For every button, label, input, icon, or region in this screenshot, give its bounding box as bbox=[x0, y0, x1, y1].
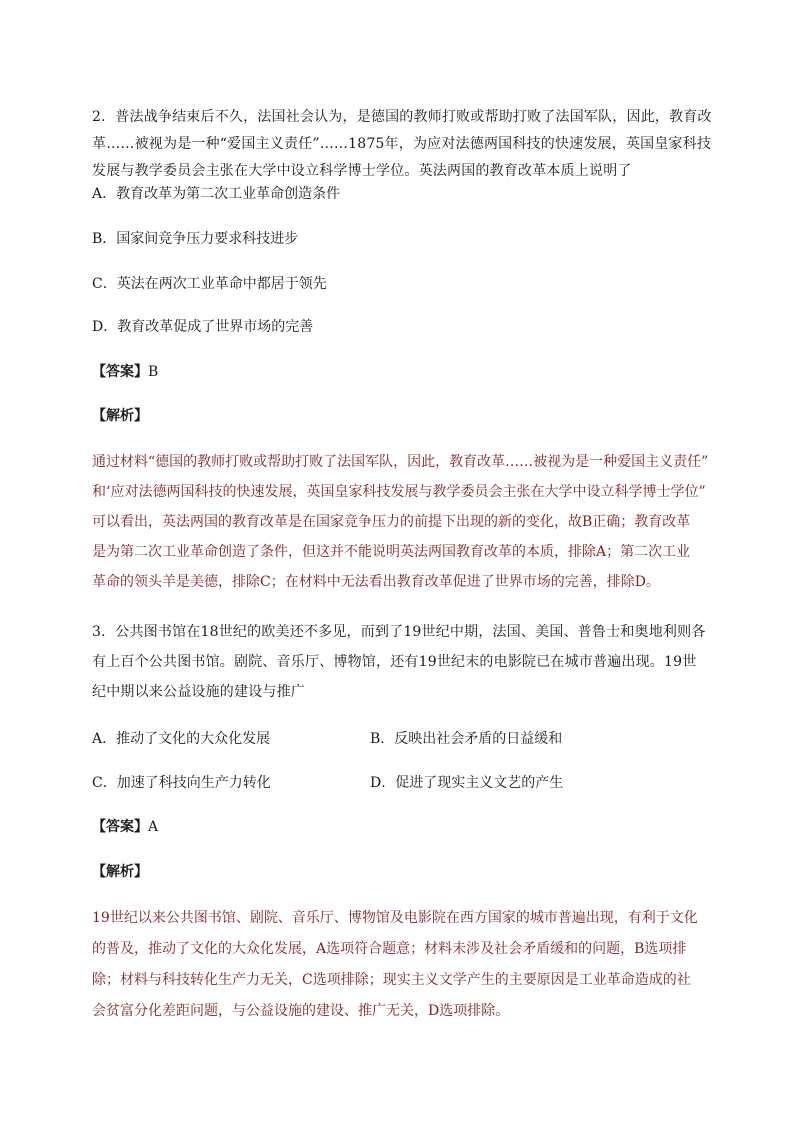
analysis-line: 可以看出，英法两国的教育改革是在国家竞争压力的前提下出现的新的变化，故B正确；教育改革 bbox=[92, 514, 691, 530]
question-2-analysis bbox=[92, 447, 712, 597]
answer-tag: 【答案】 bbox=[92, 364, 148, 380]
question-2-answer bbox=[92, 362, 158, 382]
question-2-option-a: A．教育改革为第二次工业革命创造条件 bbox=[92, 186, 341, 202]
analysis-line: 19世纪以来公共图书馆、剧院、音乐厅、博物馆及电影院在西方国家的城市普遍出现，有利于文化 bbox=[92, 910, 698, 926]
analysis-line: 的普及，推动了文化的大众化发展，A选项符合题意；材料未涉及社会矛盾缓和的问题，B选项排 bbox=[92, 941, 687, 957]
question-2-option-b: B．国家间竞争压力要求科技进步 bbox=[92, 231, 299, 247]
answer-value: B bbox=[148, 364, 159, 380]
question-3-analysis-tag: 【解析】 bbox=[92, 864, 148, 880]
question-2-option-d: D．教育改革促成了世界市场的完善 bbox=[92, 319, 314, 335]
analysis-line: 通过材料“德国的教师打败或帮助打败了法国军队，因此，教育改革……被视为是一种爱国主义责任” bbox=[92, 454, 709, 470]
question-3-option-a: A．推动了文化的大众化发展 bbox=[92, 731, 271, 747]
question-3-option-b: B．反映出社会矛盾的日益缓和 bbox=[370, 731, 563, 747]
analysis-line: 和‘应对法德两国科技的快速发展，英国皇家科技发展与教学委员会主张在大学中设立科学博士学位” bbox=[92, 484, 706, 500]
answer-tag: 【答案】 bbox=[92, 819, 148, 835]
question-3-stem-line: 纪中期以来公益设施的建设与推广 bbox=[92, 684, 305, 700]
question-2-stem-line: 2．普法战争结束后不久，法国社会认为，是德国的教师打败或帮助打败了法国军队，因此，教育改 bbox=[92, 109, 712, 125]
analysis-line: 会贫富分化差距问题，与公益设施的建设、推广无关，D选项排除。 bbox=[92, 1003, 510, 1019]
question-2-stem-line: 发展与教学委员会主张在大学中设立科学博士学位。英法两国的教育改革本质上说明了 bbox=[92, 163, 632, 179]
question-3-stem-line: 3．公共图书馆在18世纪的欧美还不多见，而到了19世纪中期，法国、美国、普鲁士和奥地利则各 bbox=[92, 624, 706, 640]
question-3-stem-line: 有上百个公共图书馆。剧院、音乐厅、博物馆，还有19世纪末的电影院已在城市普遍出现。19世 bbox=[92, 654, 697, 670]
question-3-option-d: D．促进了现实主义文艺的产生 bbox=[370, 775, 564, 791]
question-3-option-c: C．加速了科技向生产力转化 bbox=[92, 775, 271, 791]
question-2-stem bbox=[92, 104, 712, 185]
question-3-answer bbox=[92, 817, 158, 837]
analysis-line: 革命的领头羊是美德，排除C；在材料中无法看出教育改革促进了世界市场的完善，排除D。 bbox=[92, 574, 660, 590]
analysis-line: 除；材料与科技转化生产力无关，C选项排除；现实主义文学产生的主要原因是工业革命造成的社 bbox=[92, 972, 691, 988]
answer-value: A bbox=[148, 819, 159, 835]
question-2-stem-line: 革……被视为是一种“爱国主义责任”……1875年，为应对法德两国科技的快速发展，英国皇家科技 bbox=[92, 136, 712, 152]
question-2-analysis-tag: 【解析】 bbox=[92, 408, 148, 424]
question-3-stem bbox=[92, 617, 712, 707]
question-2-option-c: C．英法在两次工业革命中都居于领先 bbox=[92, 276, 327, 292]
question-3-analysis bbox=[92, 903, 712, 1027]
analysis-line: 是为第二次工业革命创造了条件，但这并不能说明英法两国教育改革的本质，排除A；第二次工业 bbox=[92, 544, 691, 560]
